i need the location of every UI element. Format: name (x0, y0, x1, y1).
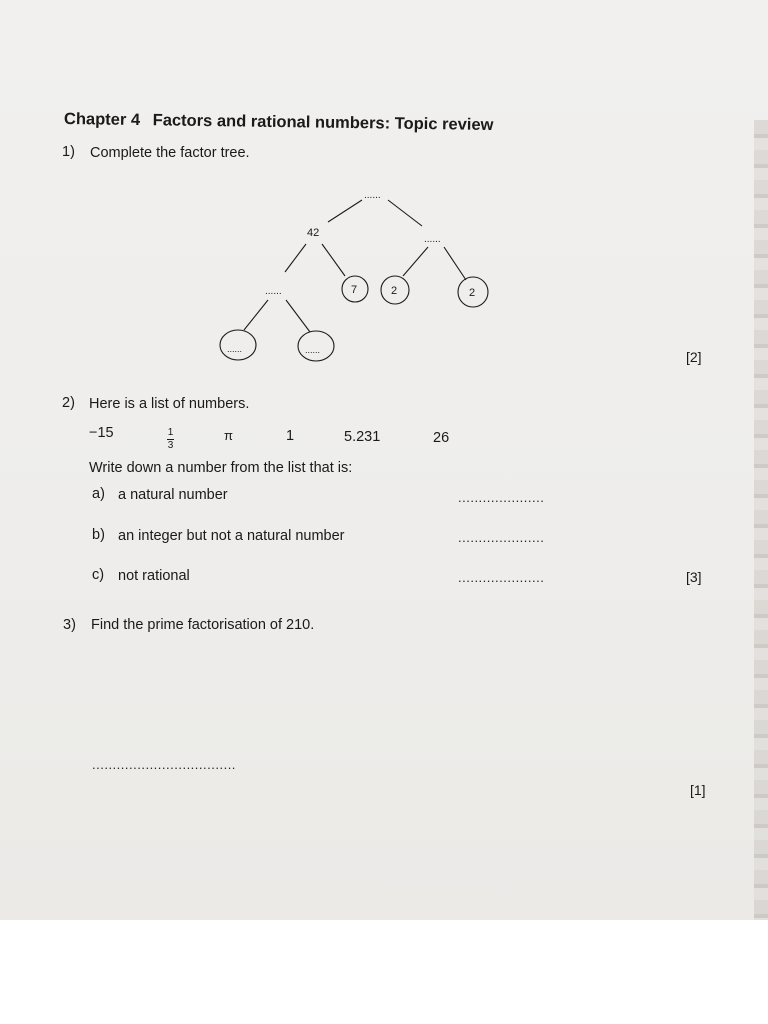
fraction-denominator: 3 (167, 440, 174, 451)
list-26: 26 (433, 430, 450, 446)
branch-42-right (322, 244, 345, 276)
branch-leftmid-right (286, 300, 310, 332)
list-decimal: 5.231 (344, 429, 381, 445)
list-one: 1 (286, 428, 295, 444)
q1-number: 1) (62, 144, 75, 160)
q2c-answer-line[interactable]: ..................... (458, 570, 545, 585)
q2a-answer-line[interactable]: ..................... (458, 490, 545, 505)
q2-number: 2) (62, 395, 75, 411)
q2c-label: c) (92, 567, 105, 583)
q2-marks: [3] (686, 569, 702, 585)
q2a-text: a natural number (118, 487, 228, 503)
q3-text: Find the prime factorisation of 210. (91, 617, 315, 633)
branch-42-left (285, 244, 306, 272)
q2-text: Here is a list of numbers. (89, 396, 250, 412)
q1-marks: [2] (686, 349, 702, 365)
q2a-label: a) (92, 486, 105, 502)
list-fraction (167, 422, 174, 451)
tree-left-mid-dots: ...... (265, 286, 282, 297)
q2c-text: not rational (118, 568, 190, 584)
q1-text: Complete the factor tree. (90, 145, 250, 161)
tree-2b: 2 (469, 287, 476, 299)
list-minus-15: −15 (89, 425, 114, 441)
fraction-numerator: 1 (167, 427, 174, 438)
tree-leaf-right-dots: ...... (305, 345, 321, 355)
tree-right-mid-dots: ...... (424, 234, 441, 245)
q3-answer-line[interactable]: ................................... (92, 757, 236, 772)
topic-title: Factors and rational numbers: Topic review (152, 111, 494, 134)
q3-marks: [1] (690, 782, 706, 798)
q2-instruction: Write down a number from the list that is: (89, 460, 353, 476)
q2b-text: an integer but not a natural number (118, 528, 345, 544)
q2b-answer-line[interactable]: ..................... (458, 530, 545, 545)
q2b-label: b) (92, 527, 105, 543)
branch-mid-right (444, 247, 466, 280)
tree-leaf-left-dots: ...... (227, 344, 243, 354)
branch-root-left (328, 200, 362, 222)
tree-7: 7 (351, 284, 358, 296)
list-pi: π (224, 428, 233, 443)
tree-2a: 2 (391, 285, 398, 297)
q3-number: 3) (63, 617, 76, 633)
branch-root-right (388, 200, 422, 226)
branch-mid-left (403, 247, 428, 276)
branch-leftmid-left (244, 300, 268, 330)
tree-root-dots: ...... (364, 190, 381, 201)
chapter-label: Chapter 4 (63, 110, 141, 130)
tree-42: 42 (307, 227, 320, 239)
